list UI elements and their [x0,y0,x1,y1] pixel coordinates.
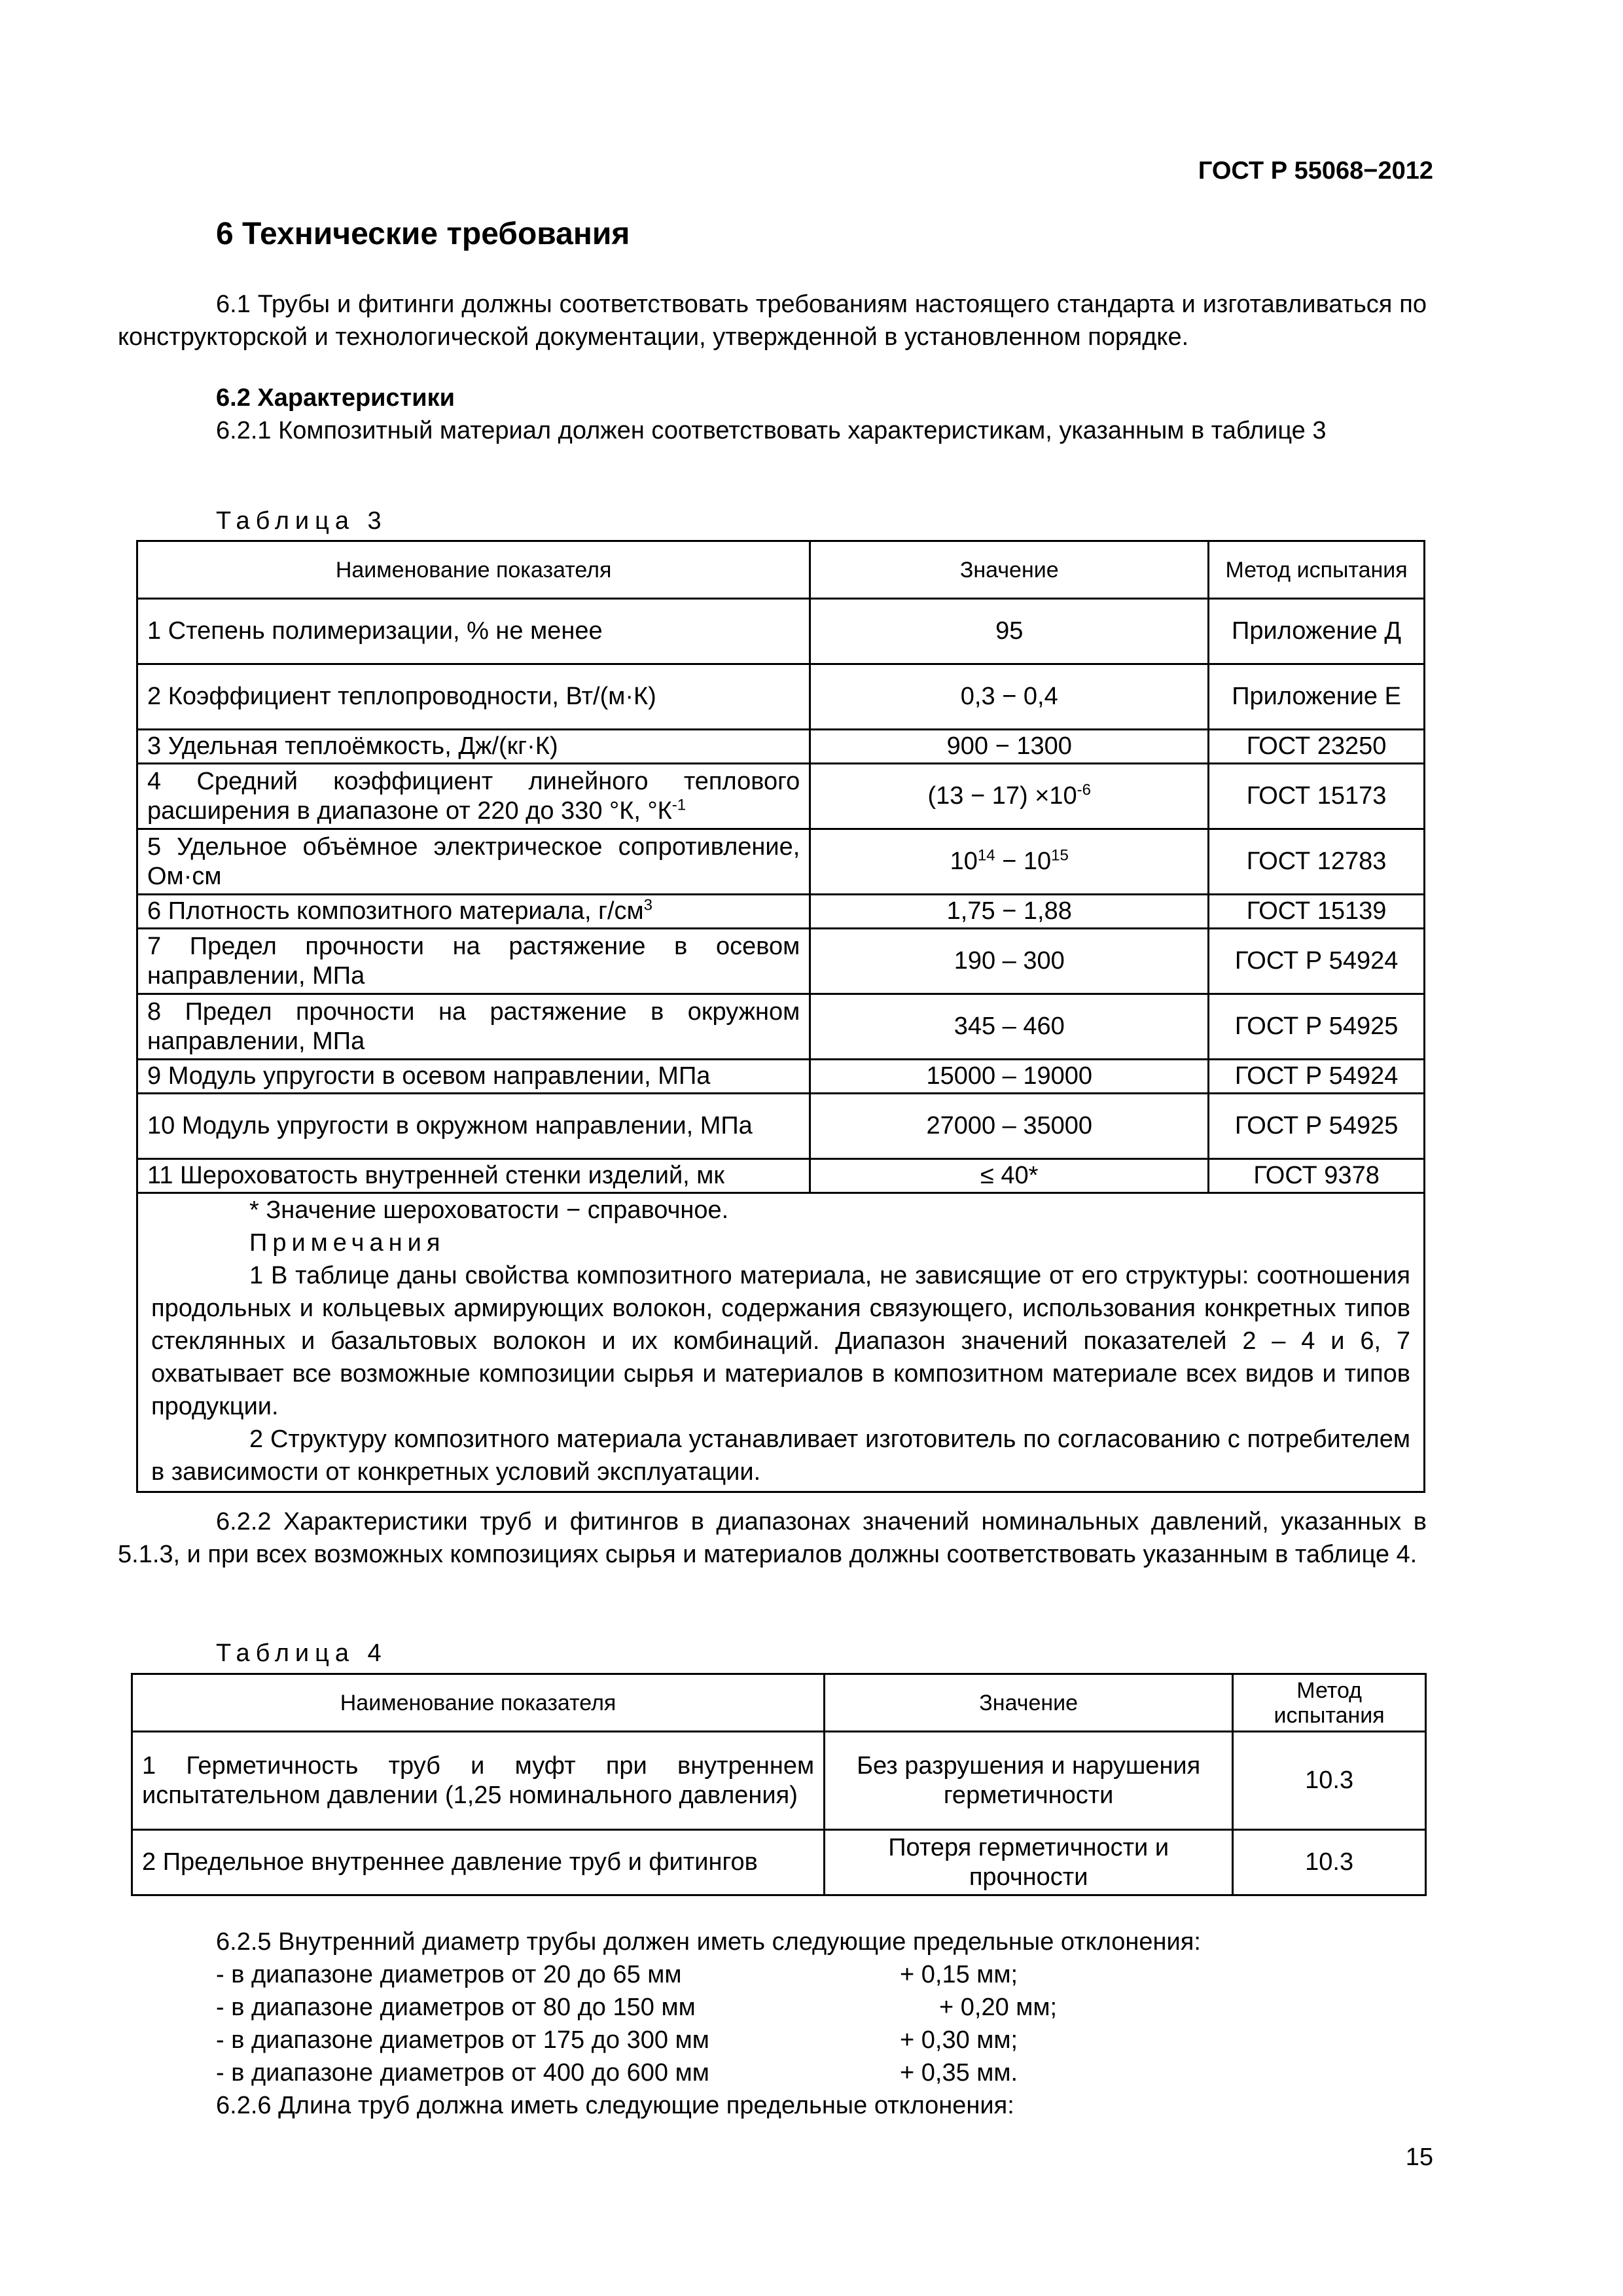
table3-cell-method: ГОСТ 23250 [1209,730,1425,764]
paragraph-6-2-1-text: 6.2.1 Композитный материал должен соответствовать характеристикам, указанным в таблице 3 [216,417,1327,444]
deviation-tolerance: + 0,35 мм. [900,2059,1018,2087]
table-row [137,1159,1425,1193]
table-3 [136,540,1425,1493]
table3-cell-method: ГОСТ 15139 [1209,895,1425,929]
table3-value-sep: − [995,848,1024,875]
deviation-item [216,2024,1018,2056]
paragraph-6-1 [118,288,1427,353]
table3-footnote [151,1194,1410,1227]
table-row [132,1830,1426,1895]
table3-cell-name: 5 Удельное объёмное электрическое сопротивление, Ом·см [137,829,810,895]
deviation-tolerance: + 0,15 мм; [900,1961,1018,1988]
paragraph-6-2-2-text: 6.2.2 Характеристики труб и фитингов в диапазонах значений номинальных давлений, указанных в 5.1.3, и при всех возможных композициях сырья и материалов должны соответствовать указанным в таблице 4. [118,1508,1427,1568]
table3-cell-value: 900 − 1300 [810,730,1209,764]
section-title: 6 Технические требования [216,217,630,251]
deviation-range: - в диапазоне диаметров от 400 до 600 мм [216,2059,709,2087]
table3-notes [137,1193,1425,1492]
table3-cell-name: 3 Удельная теплоёмкость, Дж/(кг·К) [137,730,810,764]
deviation-item [216,1991,1058,2024]
table3-cell-method: ГОСТ Р 54925 [1209,1094,1425,1159]
table3-cell-method: ГОСТ 9378 [1209,1159,1425,1193]
page-number: 15 [1405,2144,1433,2171]
table3-cell-method: Приложение Д [1209,599,1425,664]
table-row [137,1094,1425,1159]
table3-cell-value: 1,75 − 1,88 [810,895,1209,929]
table3-cell-value: ≤ 40* [810,1159,1209,1193]
table3-value-b: 10 [1023,848,1052,875]
paragraph-6-2-6: 6.2.6 Длина труб должна иметь следующие предельные отклонения: [216,2092,1014,2119]
table3-cell-method: ГОСТ 15173 [1209,764,1425,829]
table3-cell-name [137,895,810,929]
table3-cell-name-text: 6 Плотность композитного материала, г/см [147,897,644,925]
table-4 [131,1673,1427,1896]
table3-header-method: Метод испытания [1209,541,1425,599]
table3-cell-name: 10 Модуль упругости в окружном направлении, МПа [137,1094,810,1159]
table3-cell-value-sup: -6 [1077,781,1091,799]
table3-cell-value: 15000 – 19000 [810,1060,1209,1094]
table-row [137,829,1425,895]
table-row [137,730,1425,764]
table3-cell-method: ГОСТ Р 54925 [1209,994,1425,1060]
table4-header-name: Наименование показателя [132,1674,825,1732]
table4-cell-name: 1 Герметичность труб и муфт при внутреннем испытательном давлении (1,25 номинального давления) [132,1732,825,1830]
table3-cell-name-text: 4 Средний коэффициент линейного теплового расширения в диапазоне от 220 до 330 °К, °К [147,767,800,825]
table3-cell-method: ГОСТ Р 54924 [1209,1060,1425,1094]
table3-note-1 [151,1259,1410,1423]
table-row [137,664,1425,730]
table3-cell-name: 8 Предел прочности на растяжение в окружном направлении, МПа [137,994,810,1060]
deviation-tolerance: + 0,30 мм; [900,2026,1018,2054]
paragraph-6-2-5: 6.2.5 Внутренний диаметр трубы должен иметь следующие предельные отклонения: [216,1928,1201,1956]
deviation-range: - в диапазоне диаметров от 80 до 150 мм [216,1994,696,2021]
table3-cell-name: 2 Коэффициент теплопроводности, Вт/(м·К) [137,664,810,730]
table3-cell-method: ГОСТ 12783 [1209,829,1425,895]
table3-header-name: Наименование показателя [137,541,810,599]
table-row [137,599,1425,664]
table3-header-value: Значение [810,541,1209,599]
paragraph-6-1-text: 6.1 Трубы и фитинги должны соответствовать требованиям настоящего стандарта и изготавливаться по конструкторской и технологической документации, утвержденной в установленном порядке. [118,291,1427,351]
table-row [132,1732,1426,1830]
table-row [137,764,1425,829]
table3-cell-name-sup: 3 [643,896,653,914]
table3-cell-value: 345 – 460 [810,994,1209,1060]
table4-header-method: Метод испытания [1233,1674,1426,1732]
table3-cell-name: 9 Модуль упругости в осевом направлении, МПа [137,1060,810,1094]
table3-cell-value [810,829,1209,895]
deviation-item [216,1958,1018,1991]
table3-cell-value-text: (13 − 17) ×10 [927,782,1077,810]
deviation-item [216,2056,1018,2089]
table3-note-2 [151,1423,1410,1488]
table3-value-b-sup: 15 [1051,846,1069,865]
table-row [137,929,1425,994]
table4-header-row [132,1674,1426,1732]
table3-cell-value: 0,3 − 0,4 [810,664,1209,730]
table3-cell-value: 95 [810,599,1209,664]
table3-header-row [137,541,1425,599]
table-row [137,895,1425,929]
table-row [137,1060,1425,1094]
table4-cell-name: 2 Предельное внутреннее давление труб и фитингов [132,1830,825,1895]
table-row [137,994,1425,1060]
table3-cell-method: ГОСТ Р 54924 [1209,929,1425,994]
table4-caption: Таблица 4 [216,1640,387,1667]
table3-cell-value: 27000 – 35000 [810,1094,1209,1159]
paragraph-6-2-1 [118,414,1427,447]
deviation-range: - в диапазоне диаметров от 175 до 300 мм [216,2026,709,2054]
table4-cell-method: 10.3 [1233,1732,1426,1830]
table3-cell-name: 7 Предел прочности на растяжение в осевом направлении, МПа [137,929,810,994]
table4-cell-method: 10.3 [1233,1830,1426,1895]
table3-cell-name: 1 Степень полимеризации, % не менее [137,599,810,664]
deviation-tolerance: + 0,20 мм; [939,1994,1058,2021]
table3-notes-row [137,1193,1425,1492]
subsection-6-2-title: 6.2 Характеристики [216,384,455,412]
table3-note-2-text: 2 Структуру композитного материала устанавливает изготовитель по согласованию с потребителем в зависимости от конкретных условий эксплуатации. [151,1426,1410,1486]
table3-caption: Таблица 3 [216,507,387,535]
table3-cell-name: 11 Шероховатость внутренней стенки изделий, мк [137,1159,810,1193]
table3-cell-name-sup: -1 [671,795,687,814]
table3-value-a: 10 [950,848,978,875]
table3-note-1-text: 1 В таблице даны свойства композитного материала, не зависящие от его структуры: соотношения продольных и кольцевых армирующих волокон, содержания связующего, использования конкретных типов стеклянных и базальтовых волокон и их комбинаций. Диапазон значений показателей 2 – 4 и 6, 7 охватывает все возможные композиции сырья и материалов в композитном материале всех видов и типов продукции. [151,1262,1410,1420]
table3-cell-value: 190 – 300 [810,929,1209,994]
table3-value-a-sup: 14 [977,846,995,865]
paragraph-6-2-2 [118,1505,1427,1571]
table3-footnote-text: * Значение шероховатости − справочное. [249,1196,729,1224]
standard-code: ГОСТ Р 55068−2012 [1198,157,1433,185]
table4-cell-value: Без разрушения и нарушения герметичности [825,1732,1233,1830]
deviation-range: - в диапазоне диаметров от 20 до 65 мм [216,1961,682,1988]
table3-notes-heading [151,1227,1410,1259]
table3-cell-value [810,764,1209,829]
table3-cell-name [137,764,810,829]
table3-notes-title: Примечания [249,1229,446,1257]
table4-cell-value: Потеря герметичности и прочности [825,1830,1233,1895]
table4-header-value: Значение [825,1674,1233,1732]
table3-cell-method: Приложение Е [1209,664,1425,730]
